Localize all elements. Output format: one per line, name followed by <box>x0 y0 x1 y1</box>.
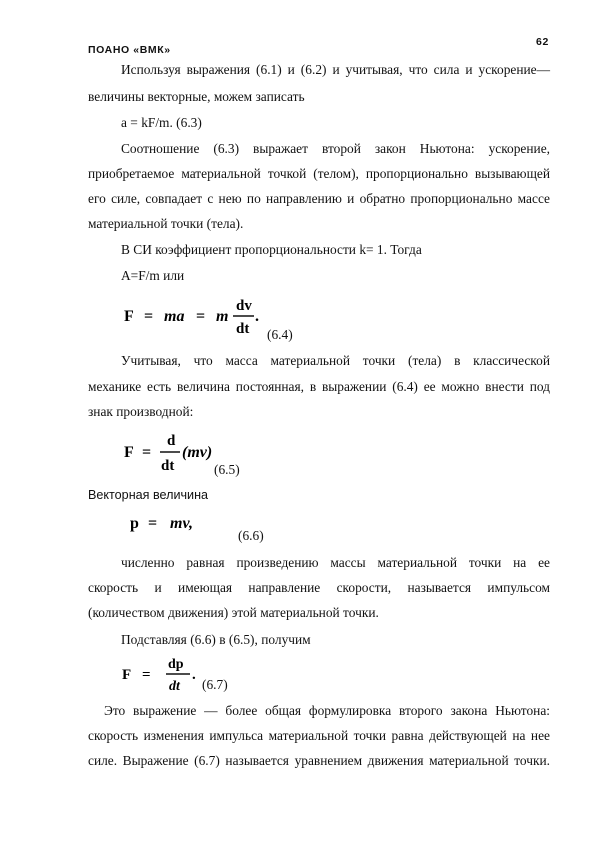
paragraph-4-line-1: численно равная произведению массы материальной точки на ее <box>121 555 550 570</box>
svg-text:p: p <box>130 515 139 532</box>
svg-text:ma: ma <box>164 308 185 325</box>
paragraph-2-line-4: материальной точки (тела). <box>88 216 244 231</box>
svg-text:dt: dt <box>169 679 180 694</box>
svg-text:=: = <box>196 308 206 325</box>
paragraph-3-line-1: Учитывая, что масса материальной точки (тела) в классической <box>121 353 550 368</box>
svg-text:(mv): (mv) <box>182 444 213 461</box>
substitute-line: Подставляя (6.6) в (6.5), получим <box>121 632 311 647</box>
equation-6-3: a = kF/m. (6.3) <box>121 115 202 130</box>
svg-text:d: d <box>167 433 176 449</box>
formula-6-6 <box>126 508 226 538</box>
svg-text:=: = <box>144 308 154 325</box>
svg-text:dp: dp <box>168 657 184 672</box>
svg-text:.: . <box>192 667 196 683</box>
paragraph-4-line-2: скорость и имеющая направление скорости, называется импульсом <box>88 580 550 595</box>
formula-6-7 <box>118 655 208 697</box>
header-organization: ПОАНО «ВМК» <box>88 44 171 56</box>
svg-text:m: m <box>216 308 229 325</box>
svg-text:F: F <box>124 308 134 325</box>
paragraph-2-line-3: его силе, совпадает с нею по направлению и обратно пропорционально массе <box>88 191 550 206</box>
paragraph-1-line-1: Используя выражения (6.1) и (6.2) и учитывая, что сила и ускорение— <box>121 62 550 77</box>
paragraph-4-line-3: (количеством движения) этой материальной точки. <box>88 605 379 620</box>
svg-text:=: = <box>142 444 152 461</box>
formula-6-4-number: (6.4) <box>267 327 293 342</box>
paragraph-2-line-2: приобретаемое материальной точкой (телом), пропорционально вызывающей <box>88 166 550 181</box>
svg-text:dv: dv <box>236 298 252 314</box>
formula-6-6-number: (6.6) <box>238 528 264 543</box>
svg-text:=: = <box>148 515 158 532</box>
page-number: 62 <box>536 36 549 48</box>
paragraph-5-line-3: силе. Выражение (6.7) называется уравнением движения материальной точки. <box>88 753 550 768</box>
svg-text:F: F <box>124 444 134 461</box>
formula-6-7-number: (6.7) <box>202 677 228 692</box>
formula-6-5-number: (6.5) <box>214 462 240 477</box>
paragraph-3-line-2: механике есть величина постоянная, в выражении (6.4) ее можно внести под <box>88 379 550 394</box>
paragraph-1-line-2: величины векторные, можем записать <box>88 89 305 104</box>
svg-text:mv,: mv, <box>170 515 193 532</box>
svg-text:=: = <box>142 667 151 683</box>
paragraph-2-line-1: Соотношение (6.3) выражает второй закон Ньютона: ускорение, <box>121 141 550 156</box>
paragraph-3-line-3: знак производной: <box>88 404 194 419</box>
si-coefficient-line: В СИ коэффициент пропорциональности k= 1. Тогда <box>121 242 422 257</box>
vector-quantity-line: Векторная величина <box>88 488 209 502</box>
paragraph-5-line-1: Это выражение — более общая формулировка второго закона Ньютона: <box>104 703 550 718</box>
svg-text:.: . <box>255 308 259 325</box>
svg-text:F: F <box>122 667 132 683</box>
a-equals-line: A=F/m или <box>121 268 185 283</box>
svg-text:dt: dt <box>161 458 175 474</box>
paragraph-5-line-2: скорость изменения импульса материальной точки равна действующей на нее <box>88 728 550 743</box>
svg-text:dt: dt <box>236 321 250 337</box>
